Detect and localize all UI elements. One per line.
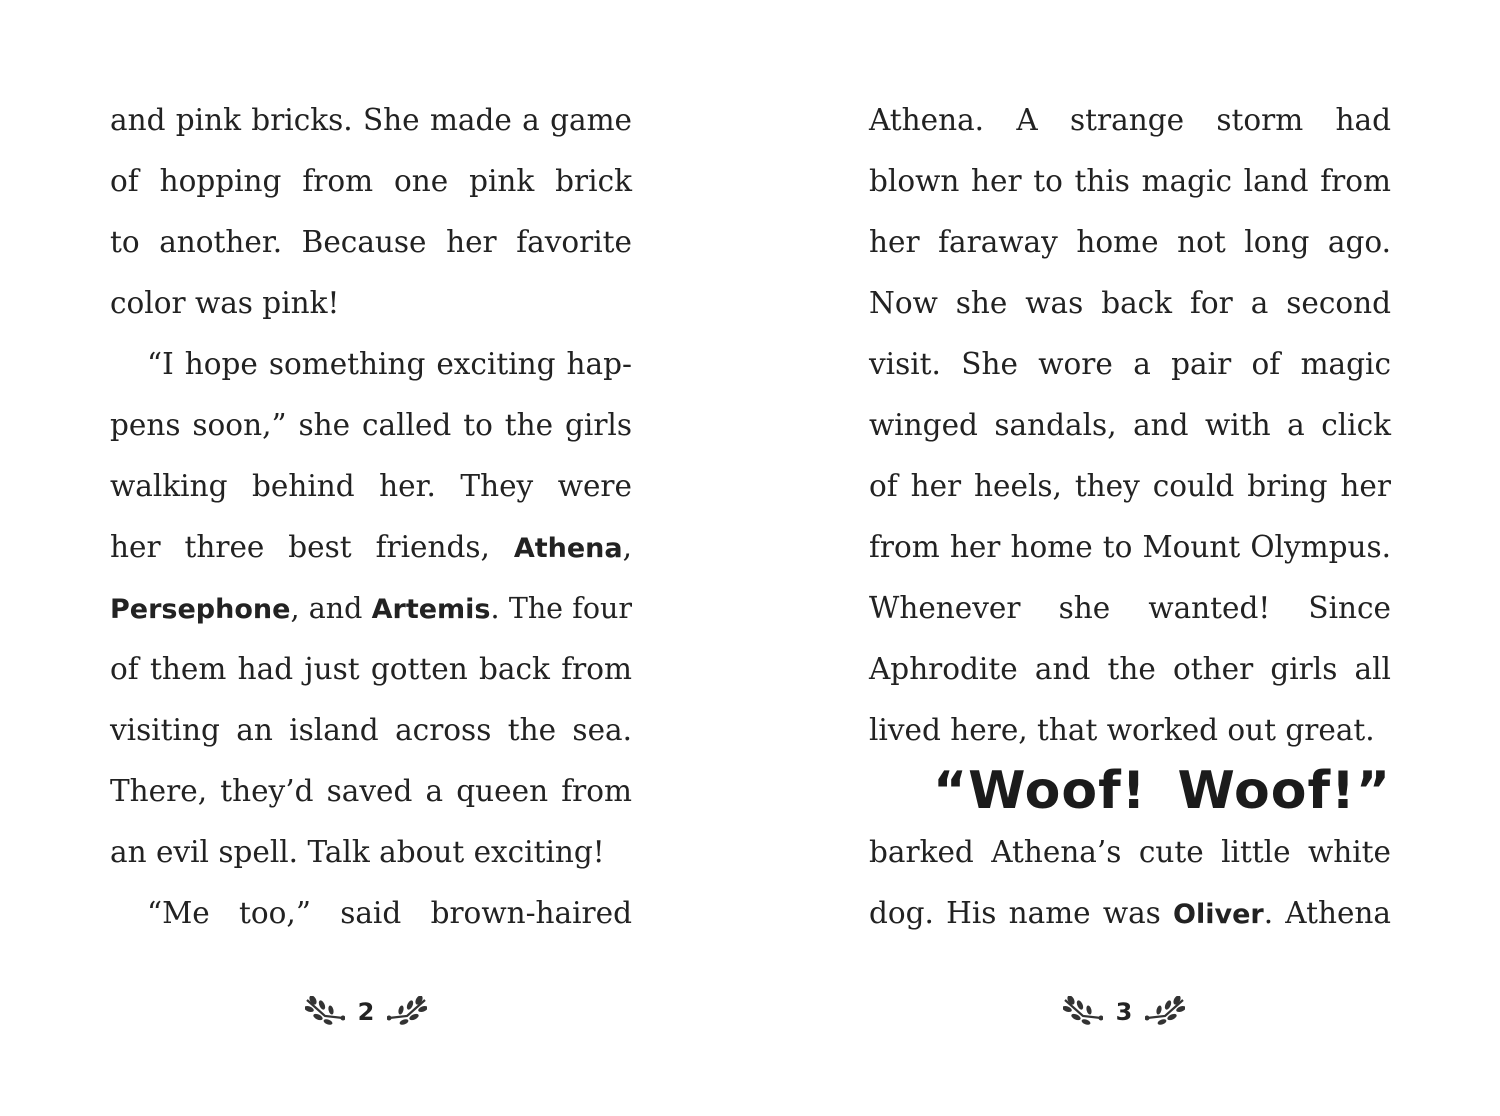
text-line <box>110 639 632 700</box>
text-line <box>869 151 1391 212</box>
text-segment: from her home to Mount Olympus. <box>869 530 1391 564</box>
text-segment: blown her to this magic land from <box>869 164 1391 198</box>
woof-exclamation: “Woof! Woof!” <box>932 761 1391 821</box>
text-segment: and pink bricks. She made a game <box>110 103 632 137</box>
text-line <box>110 578 632 639</box>
text-line <box>869 639 1391 700</box>
text-line <box>110 334 632 395</box>
text-segment: . Athena <box>1263 896 1391 930</box>
text-segment: “Me too,” said brown-haired <box>147 896 632 930</box>
text-segment: Aphrodite and the other girls all <box>869 652 1391 686</box>
text-line <box>869 334 1391 395</box>
text-segment: lived here, that worked out great. <box>869 713 1375 747</box>
text-segment: There, they’d saved a queen from <box>110 774 632 808</box>
text-line <box>110 90 632 151</box>
text-line <box>869 395 1391 456</box>
text-line <box>110 700 632 761</box>
text-line <box>110 151 632 212</box>
text-segment: her faraway home not long ago. <box>869 225 1391 259</box>
text-segment: dog. His name was <box>869 896 1174 930</box>
text-line <box>110 456 632 517</box>
text-segment: , and <box>290 592 372 625</box>
text-segment: visit. She wore a pair of magic <box>869 347 1391 381</box>
text-line <box>869 90 1391 151</box>
text-segment: her three best friends, <box>110 530 514 564</box>
page-number: 2 <box>357 998 375 1026</box>
text-line <box>869 700 1391 761</box>
laurel-sprig-icon <box>1145 996 1185 1028</box>
left-page <box>110 90 632 990</box>
laurel-sprig-icon <box>1063 996 1103 1028</box>
text-line <box>869 273 1391 334</box>
text-segment: color was pink! <box>110 286 340 320</box>
text-segment: of them had just gotten back from <box>110 652 632 686</box>
text-segment: walking behind her. They were <box>110 469 632 503</box>
laurel-sprig-icon <box>305 996 345 1028</box>
text-segment: barked Athena’s cute little white <box>869 835 1391 869</box>
text-line <box>869 456 1391 517</box>
name-emphasis: Persephone <box>110 594 291 625</box>
text-segment: Whenever she wanted! Since <box>869 591 1391 625</box>
text-segment: to another. Because her favorite <box>110 225 632 259</box>
text-segment: visiting an island across the sea. <box>110 713 632 747</box>
text-line <box>110 761 632 822</box>
text-segment: of her heels, they could bring her <box>869 469 1391 503</box>
text-line <box>110 395 632 456</box>
text-line <box>110 517 632 578</box>
text-line <box>869 822 1391 883</box>
right-page-text-continued <box>869 822 1391 944</box>
text-line <box>110 822 632 883</box>
right-page-text <box>869 90 1391 761</box>
text-line <box>110 273 632 334</box>
text-segment: “I hope something exciting hap- <box>147 347 632 381</box>
left-page-footer <box>305 992 427 1032</box>
text-segment: winged sandals, and with a click <box>869 408 1391 442</box>
text-segment: an evil spell. Talk about exciting! <box>110 835 605 869</box>
text-line <box>869 883 1391 944</box>
text-segment: Now she was back for a second <box>869 286 1391 320</box>
left-page-text <box>110 90 632 944</box>
page-number: 3 <box>1115 998 1133 1026</box>
text-line <box>869 578 1391 639</box>
name-emphasis: Oliver <box>1173 899 1264 930</box>
text-segment: pens soon,” she called to the girls <box>110 408 632 442</box>
name-emphasis: Athena <box>513 533 623 564</box>
text-segment: Athena. A strange storm had <box>869 103 1391 137</box>
text-segment: , <box>622 530 632 564</box>
laurel-sprig-icon <box>387 996 427 1028</box>
text-line <box>110 883 632 944</box>
right-page-footer <box>1063 992 1185 1032</box>
text-segment: of hopping from one pink brick <box>110 164 632 198</box>
text-line <box>110 212 632 273</box>
right-page <box>869 90 1391 990</box>
text-line <box>869 212 1391 273</box>
text-line <box>869 517 1391 578</box>
name-emphasis: Artemis <box>371 594 491 625</box>
text-segment: . The four <box>490 592 632 625</box>
